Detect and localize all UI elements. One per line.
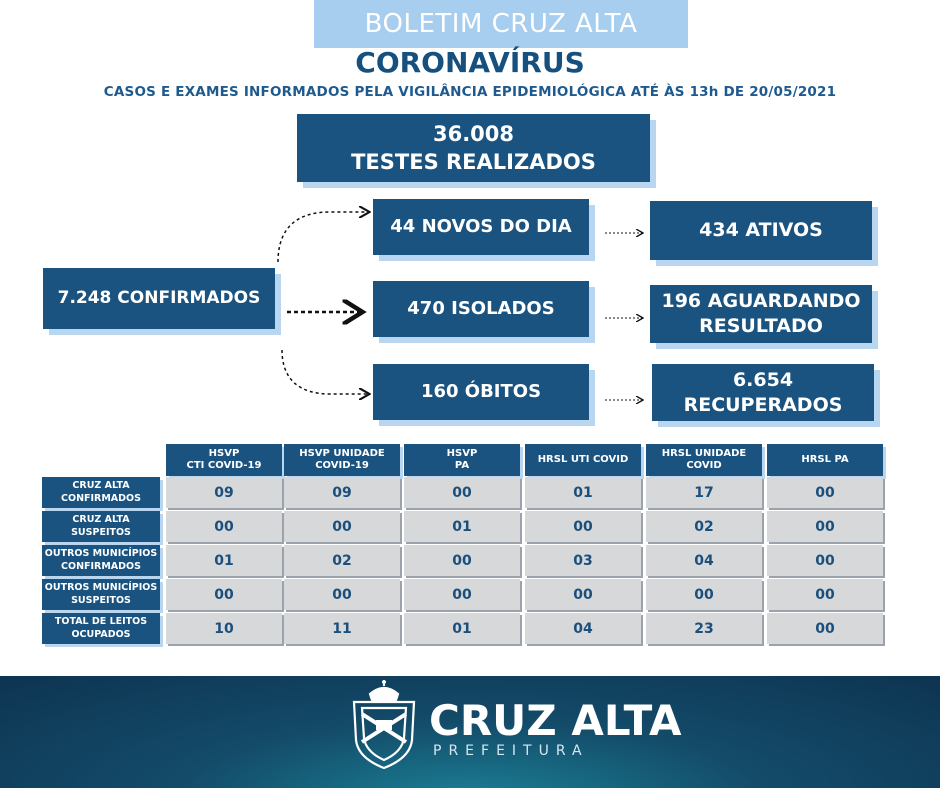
tests-value: 36.008 [432,121,515,146]
row-header [42,545,160,576]
topic-heading: CORONAVÍRUS [355,46,585,79]
row-header-line2: CONFIRMADOS [61,492,141,504]
table-cell: 04 [525,613,641,644]
deaths-box [373,364,589,420]
table-cell: 00 [404,477,520,508]
table-cell: 01 [525,477,641,508]
table-cell: 11 [284,613,400,644]
tests-box [297,114,650,182]
column-header [646,444,762,476]
table-cell: 02 [284,545,400,576]
arrow-to-new-today [278,212,368,262]
column-header-line1: HSVP [446,447,478,459]
table-cell: 00 [166,579,282,610]
column-header-line2: COVID-19 [315,460,369,471]
new-today-box [373,199,589,255]
table-cell: 17 [646,477,762,508]
row-header [42,477,160,508]
table-cell: 10 [166,613,282,644]
column-header [404,444,520,476]
row-header-line2: SUSPEITOS [71,526,131,538]
awaiting-line2: RESULTADO [699,315,823,337]
row-header-line2: OCUPADOS [71,628,131,640]
table-cell: 00 [404,579,520,610]
table-cell: 00 [767,511,883,542]
bulletin-title-banner [314,0,688,48]
coat-of-arms-icon [346,680,422,772]
table-cell: 09 [166,477,282,508]
table-cell: 00 [525,579,641,610]
column-header-line2: CTI COVID-19 [186,460,262,471]
arrow-to-deaths [282,350,368,394]
recovered-box [652,364,874,421]
row-header-line1: CRUZ ALTA [72,480,130,492]
column-header [284,444,400,476]
column-header-line1: HSVP [208,447,240,459]
table-cell: 04 [646,545,762,576]
table-cell: 03 [525,545,641,576]
table-cell: 00 [767,579,883,610]
row-header-line1: OUTROS MUNICÍPIOS [44,548,158,560]
table-cell: 02 [646,511,762,542]
row-header-line2: SUSPEITOS [71,594,131,606]
column-header [166,444,282,476]
table-cell: 00 [404,545,520,576]
table-cell: 00 [646,579,762,610]
table-cell: 00 [284,579,400,610]
row-header-line1: TOTAL DE LEITOS [54,616,148,628]
tests-label: TESTES REALIZADOS [351,150,596,174]
table-cell: 00 [767,613,883,644]
row-header [42,511,160,542]
awaiting-box [650,285,872,343]
confirmed-label: 7.248 CONFIRMADOS [57,288,261,309]
active-box [650,201,872,260]
row-header-line1: CRUZ ALTA [72,514,130,526]
table-cell: 00 [166,511,282,542]
table-cell: 09 [284,477,400,508]
column-header-line2: COVID [686,460,722,471]
column-header-line1: HSVP UNIDADE [299,447,385,459]
bulletin-title: BOLETIM CRUZ ALTA [364,9,638,39]
isolated-label: 470 ISOLADOS [407,298,555,320]
table-cell: 00 [525,511,641,542]
column-header-line1: HRSL UTI COVID [537,453,629,465]
row-header [42,613,160,644]
column-header-line2: PA [454,460,470,471]
new-today-label: 44 NOVOS DO DIA [390,216,572,238]
row-header [42,579,160,610]
isolated-box [373,281,589,337]
brand-subtitle: PREFEITURA [433,743,589,759]
report-subtitle: CASOS E EXAMES INFORMADOS PELA VIGILÂNCIA EPIDEMIOLÓGICA ATÉ ÀS 13h DE 20/05/2021 [103,84,837,100]
table-cell: 00 [284,511,400,542]
column-header [767,444,883,476]
recovered-label: RECUPERADOS [683,393,843,416]
row-header-line2: CONFIRMADOS [61,560,141,572]
table-cell: 00 [767,545,883,576]
deaths-label: 160 ÓBITOS [420,381,542,403]
recovered-value: 6.654 [732,368,794,391]
table-cell: 01 [404,511,520,542]
confirmed-box [43,268,275,329]
brand-name: CRUZ ALTA [429,696,682,745]
row-header-line1: OUTROS MUNICÍPIOS [44,582,158,594]
table-cell: 01 [404,613,520,644]
table-cell: 01 [166,545,282,576]
table-cell: 00 [767,477,883,508]
column-header-line1: HRSL UNIDADE [661,447,747,459]
table-cell: 23 [646,613,762,644]
column-header-line1: HRSL PA [801,453,849,465]
column-header [525,444,641,476]
active-label: 434 ATIVOS [699,219,823,242]
awaiting-line1: 196 AGUARDANDO [661,290,861,313]
